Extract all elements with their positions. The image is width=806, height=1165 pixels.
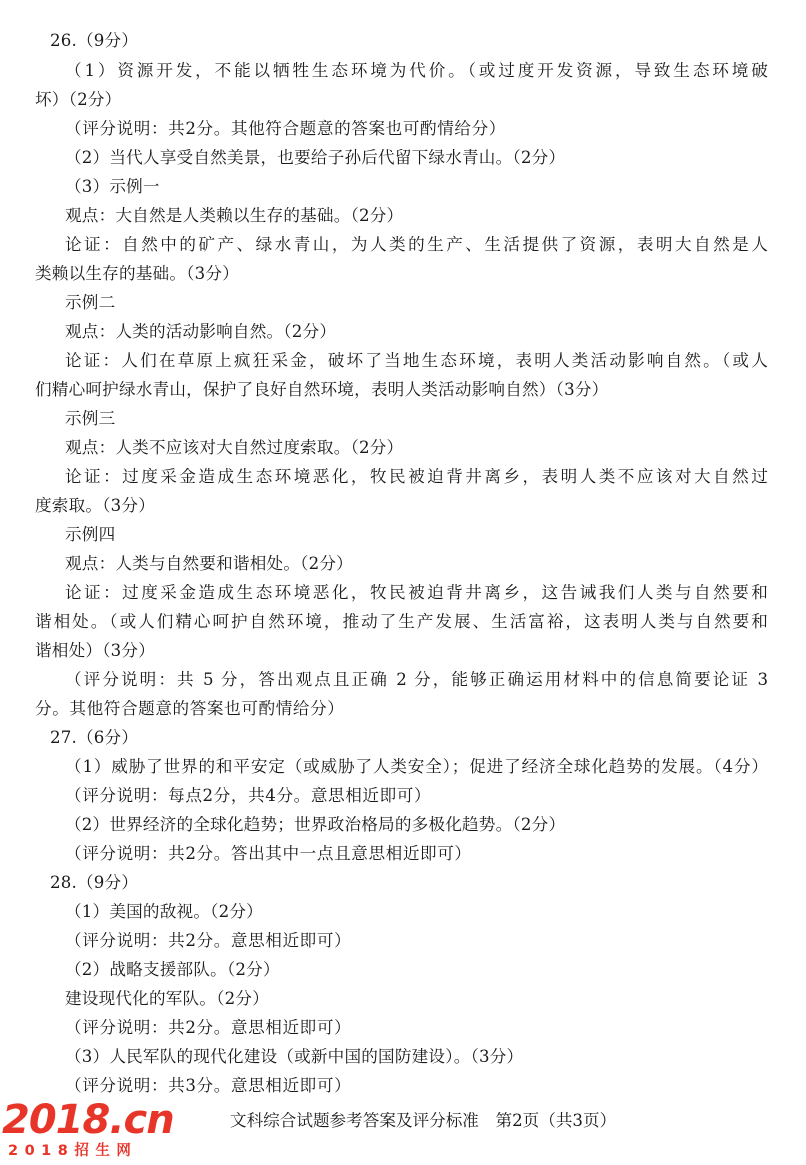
page-footer: 文科综合试题参考答案及评分标准 第2页（共3页） bbox=[230, 1111, 617, 1130]
q28-part3-answer: （3）人民军队的现代化建设（或新中国的国防建设）。（3分） bbox=[65, 1047, 524, 1066]
q26-example3-viewpoint: 观点：人类不应该对大自然过度索取。（2分） bbox=[65, 438, 404, 457]
q26-part1-scoring-note: （评分说明：共2分。其他符合题意的答案也可酌情给分） bbox=[65, 119, 506, 138]
q26-part1-answer-cont: 坏）（2分） bbox=[35, 90, 122, 109]
q26-example4-argument-end: 谐相处）（3分） bbox=[35, 641, 156, 660]
q26-example3-argument: 论证：过度采金造成生态环境恶化，牧民被迫背井离乡，表明人类不应该对大自然过 bbox=[65, 467, 768, 486]
q26-part1-answer: （1）资源开发，不能以牺牲生态环境为代价。（或过度开发资源，导致生态环境破 bbox=[65, 61, 768, 80]
q27-part2-scoring-note: （评分说明：共2分。答出其中一点且意思相近即可） bbox=[65, 844, 472, 863]
q26-example4-argument: 论证：过度采金造成生态环境恶化，牧民被迫背井离乡，这告诫我们人类与自然要和 bbox=[65, 583, 768, 602]
q27-part2-answer: （2）世界经济的全球化趋势；世界政治格局的多极化趋势。（2分） bbox=[65, 815, 566, 834]
q26-example4-label: 示例四 bbox=[65, 525, 116, 544]
q26-scoring-note: （评分说明：共 5 分，答出观点且正确 2 分，能够正确运用材料中的信息简要论证 3 bbox=[65, 670, 768, 689]
q26-example2-label: 示例二 bbox=[65, 293, 116, 312]
q26-example3-label: 示例三 bbox=[65, 409, 116, 428]
logo-wordmark: 2018.cn bbox=[2, 1097, 174, 1143]
q26-example2-argument-cont: 们精心呵护绿水青山，保护了良好自然环境，表明人类活动影响自然）（3分） bbox=[35, 380, 609, 399]
q28-part2-scoring-note: （评分说明：共2分。意思相近即可） bbox=[65, 1018, 352, 1037]
question-27-heading: 27.（6分） bbox=[50, 728, 139, 747]
q26-example3-argument-cont: 度索取。（3分） bbox=[35, 496, 156, 515]
logo-subtitle: 2018招生网 bbox=[8, 1143, 138, 1159]
q28-part2-answer: （2）战略支援部队。（2分） bbox=[65, 960, 280, 979]
q26-example1-viewpoint: 观点：大自然是人类赖以生存的基础。（2分） bbox=[65, 206, 404, 225]
q28-part1-scoring-note: （评分说明：共2分。意思相近即可） bbox=[65, 931, 352, 950]
q26-example1-argument: 论证：自然中的矿产、绿水青山，为人类的生产、生活提供了资源，表明大自然是人 bbox=[65, 235, 768, 254]
q26-part2-answer: （2）当代人享受自然美景，也要给子孙后代留下绿水青山。（2分） bbox=[65, 148, 566, 167]
q27-part1-answer: （1）威胁了世界的和平安定（或威胁了人类安全）；促进了经济全球化趋势的发展。（4分） bbox=[65, 757, 768, 776]
q28-part2-answer-cont: 建设现代化的军队。（2分） bbox=[65, 989, 269, 1008]
q28-part1-answer: （1）美国的敌视。（2分） bbox=[65, 902, 263, 921]
q26-part3-example1-label: （3）示例一 bbox=[65, 177, 160, 196]
site-logo bbox=[2, 1098, 172, 1164]
q26-example2-argument: 论证：人们在草原上疯狂采金，破坏了当地生态环境，表明人类活动影响自然。（或人 bbox=[65, 351, 768, 370]
q26-scoring-note-cont: 分。其他符合题意的答案也可酌情给分） bbox=[35, 699, 345, 718]
q26-example2-viewpoint: 观点：人类的活动影响自然。（2分） bbox=[65, 322, 337, 341]
question-26-heading: 26.（9分） bbox=[50, 31, 139, 50]
q26-example4-argument-cont: 谐相处。（或人们精心呵护自然环境，推动了生产发展、生活富裕，这表明人类与自然要和 bbox=[35, 612, 768, 631]
q27-part1-scoring-note: （评分说明：每点2分，共4分。意思相近即可） bbox=[65, 786, 432, 805]
question-28-heading: 28.（9分） bbox=[50, 873, 139, 892]
q26-example1-argument-cont: 类赖以生存的基础。（3分） bbox=[35, 264, 239, 283]
q26-example4-viewpoint: 观点：人类与自然要和谐相处。（2分） bbox=[65, 554, 353, 573]
q28-part3-scoring-note: （评分说明：共3分。意思相近即可） bbox=[65, 1076, 352, 1095]
